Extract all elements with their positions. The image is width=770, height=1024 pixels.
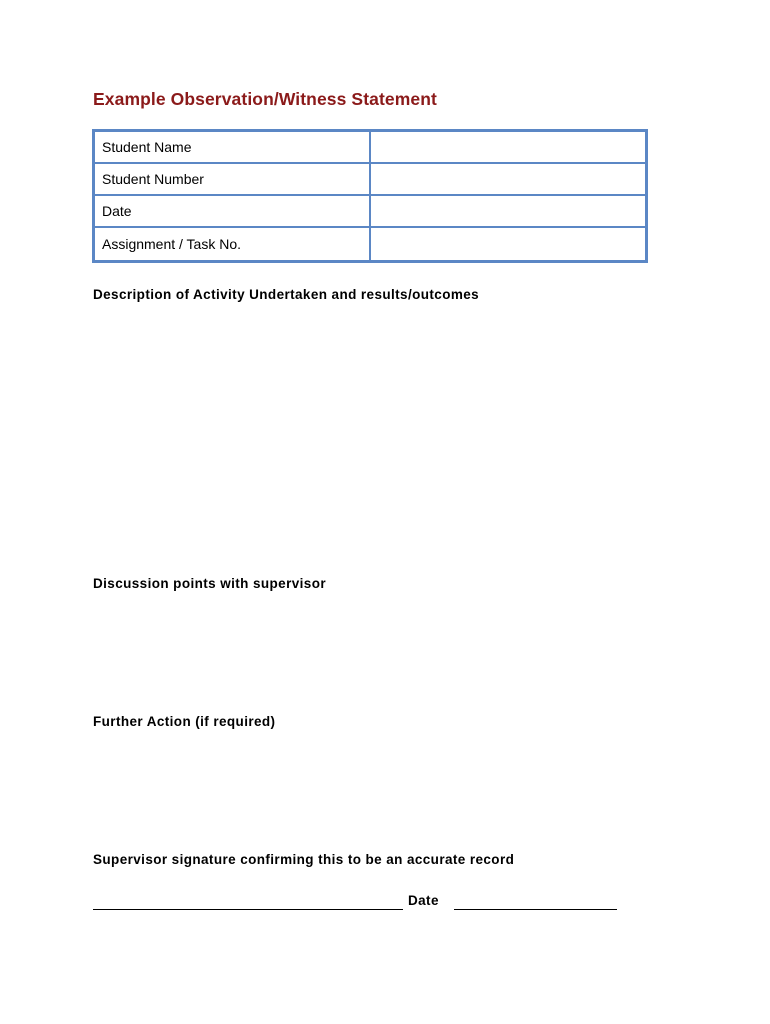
- date-field[interactable]: [371, 196, 645, 228]
- signature-heading: Supervisor signature confirming this to be an accurate record: [93, 852, 515, 867]
- description-area[interactable]: [93, 312, 648, 567]
- table-row: [95, 228, 645, 260]
- student-name-label: Student Name: [95, 132, 371, 164]
- signature-date-blank[interactable]: [454, 909, 617, 910]
- student-number-field[interactable]: [371, 164, 645, 196]
- description-heading: Description of Activity Undertaken and results/outcomes: [93, 287, 480, 302]
- date-label: Date: [95, 196, 371, 228]
- table-row: [95, 196, 645, 228]
- student-details-table: [92, 129, 648, 263]
- further-action-heading: Further Action (if required): [93, 714, 276, 729]
- signature-blank[interactable]: [93, 909, 403, 910]
- document-title: Example Observation/Witness Statement: [93, 89, 437, 109]
- table-row: [95, 132, 645, 164]
- student-name-field[interactable]: [371, 132, 645, 164]
- student-number-label: Student Number: [95, 164, 371, 196]
- assignment-task-label: Assignment / Task No.: [95, 228, 371, 260]
- table-row: [95, 164, 645, 196]
- signature-date-label: Date: [408, 893, 439, 908]
- discussion-area[interactable]: [93, 601, 648, 706]
- further-action-area[interactable]: [93, 739, 648, 844]
- signature-date-line: [93, 893, 623, 913]
- assignment-task-field[interactable]: [371, 228, 645, 260]
- discussion-heading: Discussion points with supervisor: [93, 576, 326, 591]
